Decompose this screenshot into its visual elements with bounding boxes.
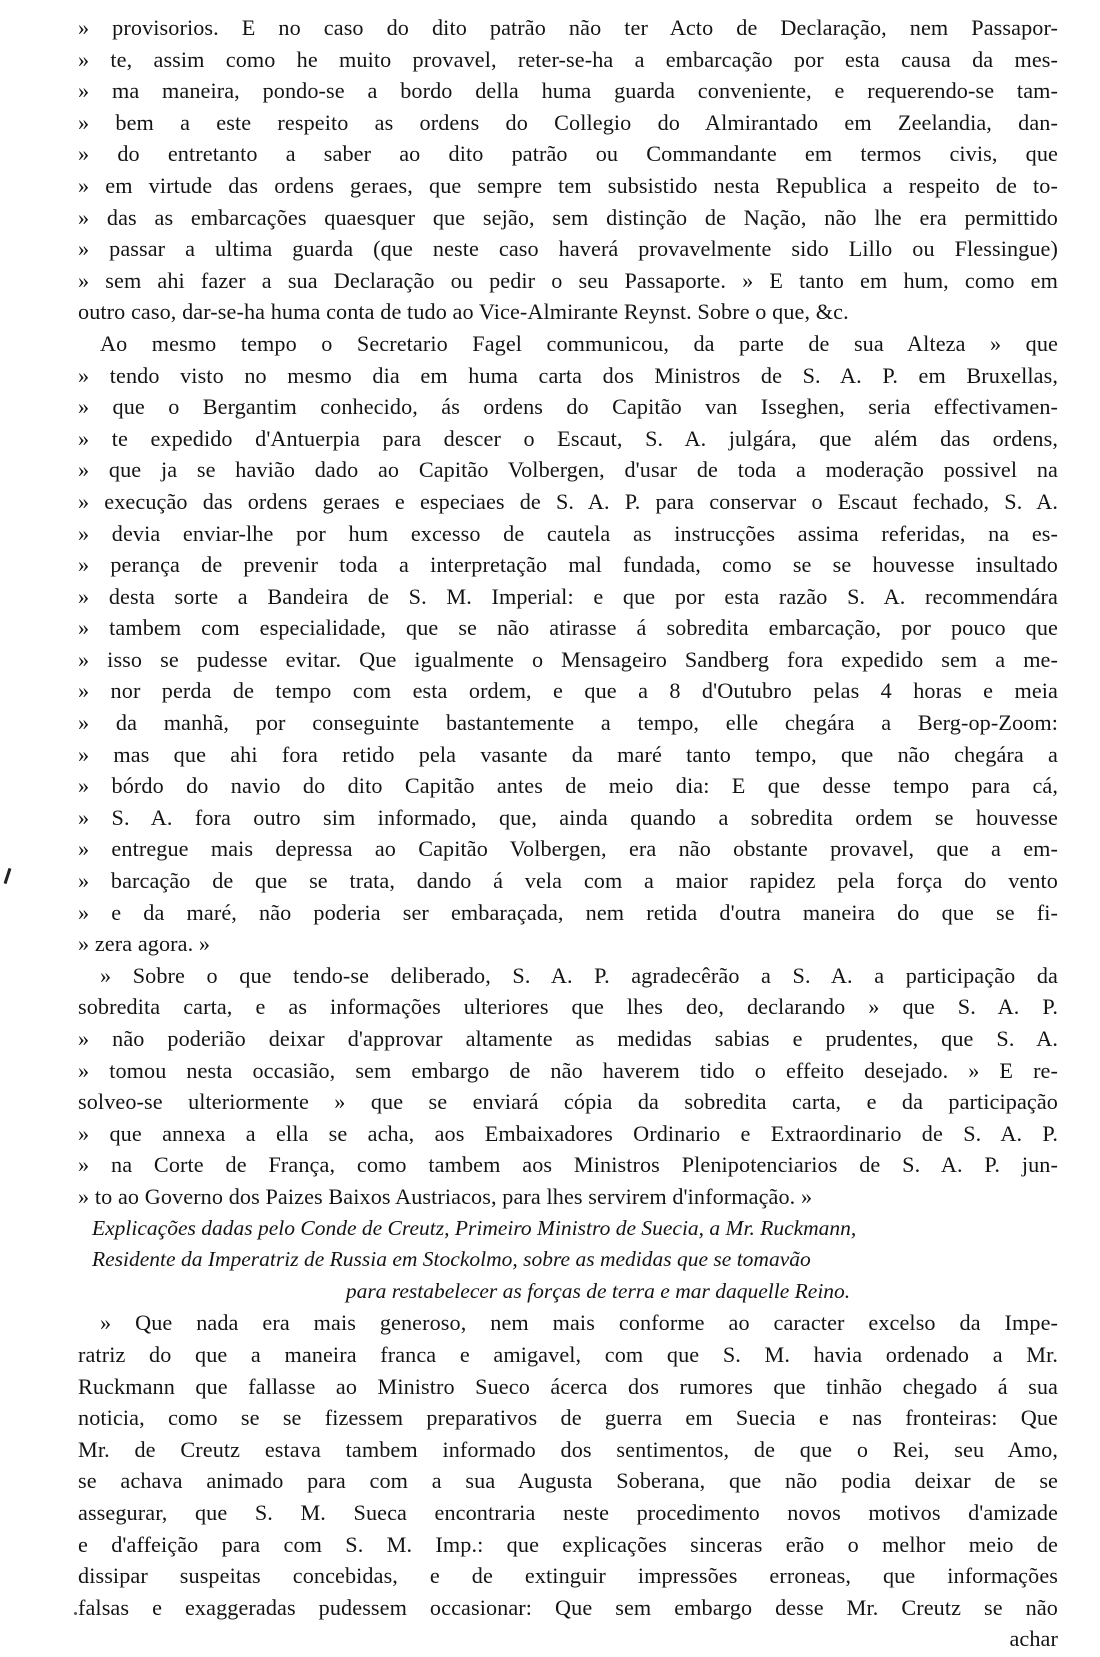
text-line: » do entretanto a saber ao dito patrão ou Commandante em termos civis, que <box>78 141 1058 167</box>
text-line: solveo-se ulteriormente » que se enviará cópia da sobredita carta, e da participação <box>78 1089 1058 1115</box>
text-line: » ma maneira, pondo-se a bordo della huma guarda conveniente, e requerendo-se tam- <box>78 78 1058 104</box>
text-line: » zera agora. » <box>78 931 211 957</box>
text-line: » e da maré, não poderia ser embaraçada, nem retida d'outra maneira do que se fi- <box>78 899 1058 925</box>
text-line: » desta sorte a Bandeira de S. M. Imperial: e que por esta razão S. A. recommendára <box>78 583 1058 609</box>
text-line: » mas que ahi fora retido pela vasante da maré tanto tempo, que não chegára a <box>78 741 1058 767</box>
text-line: » te, assim como he muito provavel, reter-se-ha a embarcação por esta causa da mes- <box>78 46 1058 72</box>
text-line: » que annexa a ella se acha, aos Embaixadores Ordinario e Extraordinario de S. A. P. <box>78 1120 1058 1146</box>
text-line: » que o Bergantim conhecido, ás ordens do Capitão van Isseghen, seria effectivamen- <box>78 394 1058 420</box>
heading-line: Residente da Imperatriz de Russia em Stockolmo, sobre as medidas que se tomavão <box>92 1247 811 1272</box>
text-line: noticia, como se se fizessem preparativos de guerra em Suecia e nas fronteiras: Que <box>78 1405 1058 1431</box>
text-line: » devia enviar-lhe por hum excesso de cautela as instrucções assima referidas, na es- <box>78 520 1058 546</box>
text-line: » em virtude das ordens geraes, que sempre tem subsistido nesta Republica a respeito de to- <box>78 172 1058 198</box>
text-line: e d'affeição para com S. M. Imp.: que explicações sinceras erão o melhor meio de <box>78 1531 1058 1557</box>
text-line: Ao mesmo tempo o Secretario Fagel communicou, da parte de sua Alteza » que <box>100 330 1058 356</box>
text-line: » tambem com especialidade, que se não atirasse á sobredita embarcação, por pouco que <box>78 615 1058 641</box>
text-line: » passar a ultima guarda (que neste caso haverá provavelmente sido Lillo ou Flessingue) <box>78 236 1058 262</box>
paragraph-fagel-communication <box>78 328 1058 960</box>
text-line: se achava animado para com a sua Augusta Soberana, que não podia deixar de se <box>78 1468 1058 1494</box>
text-line: sobredita carta, e as informações ulteriores que lhes deo, declarando » que S. A. P. <box>78 994 1058 1020</box>
text-line: » que ja se havião dado ao Capitão Volbergen, d'usar de toda a moderação possivel na <box>78 457 1058 483</box>
paragraph-dutch-orders <box>78 12 1058 328</box>
text-line: » da manhã, por conseguinte bastantemente a tempo, elle chegára a Berg-op-Zoom: <box>78 710 1058 736</box>
paragraph-creutz-explanations <box>78 1307 1058 1623</box>
text-line: » execução das ordens geraes e especiaes de S. A. P. para conservar o Escaut fechado, S. A. <box>78 488 1058 514</box>
text-line: Ruckmann que fallasse ao Ministro Sueco ácerca dos rumores que tinhão chegado á sua <box>78 1373 1058 1399</box>
margin-ink-dot <box>74 1612 77 1615</box>
text-line: falsas e exaggeradas pudessem occasionar: Que sem embargo desse Mr. Creutz se não <box>78 1594 1058 1620</box>
text-line: » não poderião deixar d'approvar altamente as medidas sabias e prudentes, que S. A. <box>78 1026 1058 1051</box>
text-line: » perança de prevenir toda a interpretação mal fundada, como se se houvesse insultado <box>78 552 1058 578</box>
text-line: » bórdo do navio do dito Capitão antes de meio dia: E que desse tempo para cá, <box>78 773 1058 799</box>
text-line: » isso se pudesse evitar. Que igualmente o Mensageiro Sandberg fora expedido sem a me- <box>78 646 1058 672</box>
text-line: » Sobre o que tendo-se deliberado, S. A. P. agradecêrão a S. A. a participação da <box>100 962 1058 988</box>
text-line: » das as embarcações quaesquer que sejão, sem distinção de Nação, não lhe era permittido <box>78 204 1058 230</box>
text-line: » nor perda de tempo com esta ordem, e que a 8 d'Outubro pelas 4 horas e meia <box>78 678 1058 704</box>
text-line: » S. A. fora outro sim informado, que, ainda quando a sobredita ordem se houvesse <box>78 804 1058 830</box>
paragraph-states-resolution <box>78 960 1058 1213</box>
text-line: » provisorios. E no caso do dito patrão não ter Acto de Declaração, nem Passapor- <box>78 15 1058 40</box>
text-line: dissipar suspeitas concebidas, e de extinguir impressões erroneas, que informações <box>78 1563 1058 1589</box>
text-line: Mr. de Creutz estava tambem informado dos sentimentos, de que o Rei, seu Amo, <box>78 1436 1058 1462</box>
text-line: » te expedido d'Antuerpia para descer o Escaut, S. A. julgára, que além das ordens, <box>78 425 1058 451</box>
text-line: » tendo visto no mesmo dia em huma carta dos Ministros de S. A. P. em Bruxellas, <box>78 362 1058 388</box>
text-line: assegurar, que S. M. Sueca encontraria neste procedimento novos motivos d'amizade <box>78 1499 1058 1525</box>
catchword: achar <box>1009 1626 1058 1652</box>
text-line: ratriz do que a maneira franca e amigavel, com que S. M. havia ordenado a Mr. <box>78 1341 1058 1367</box>
text-line: » bem a este respeito as ordens do Collegio do Almirantado em Zeelandia, dan- <box>78 109 1058 135</box>
margin-ink-mark <box>4 868 12 884</box>
text-line: » entregue mais depressa ao Capitão Volbergen, era não obstante provavel, que a em- <box>78 836 1058 862</box>
text-line: » Que nada era mais generoso, nem mais conforme ao caracter excelso da Impe- <box>100 1310 1058 1336</box>
heading-line: para restabelecer as forças de terra e mar daquelle Reino. <box>345 1278 851 1303</box>
heading-line: Explicações dadas pelo Conde de Creutz, Primeiro Ministro de Suecia, a Mr. Ruckmann, <box>92 1215 857 1240</box>
text-line: outro caso, dar-se-ha huma conta de tudo ao Vice-Almirante Reynst. Sobre o que, &c. <box>78 299 849 325</box>
text-line: » na Corte de França, como tambem aos Ministros Plenipotenciarios de S. A. P. jun- <box>78 1152 1058 1178</box>
section-heading-creutz <box>78 1213 1058 1308</box>
text-line: » to ao Governo dos Paizes Baixos Austriacos, para lhes servirem d'informação. » <box>78 1183 813 1209</box>
text-line: » tomou nesta occasião, sem embargo de não haverem tido o effeito desejado. » E re- <box>78 1057 1058 1083</box>
text-line: » barcação de que se trata, dando á vela com a maior rapidez pela força do vento <box>78 868 1058 894</box>
text-line: » sem ahi fazer a sua Declaração ou pedir o seu Passaporte. » E tanto em hum, como em <box>78 267 1058 293</box>
